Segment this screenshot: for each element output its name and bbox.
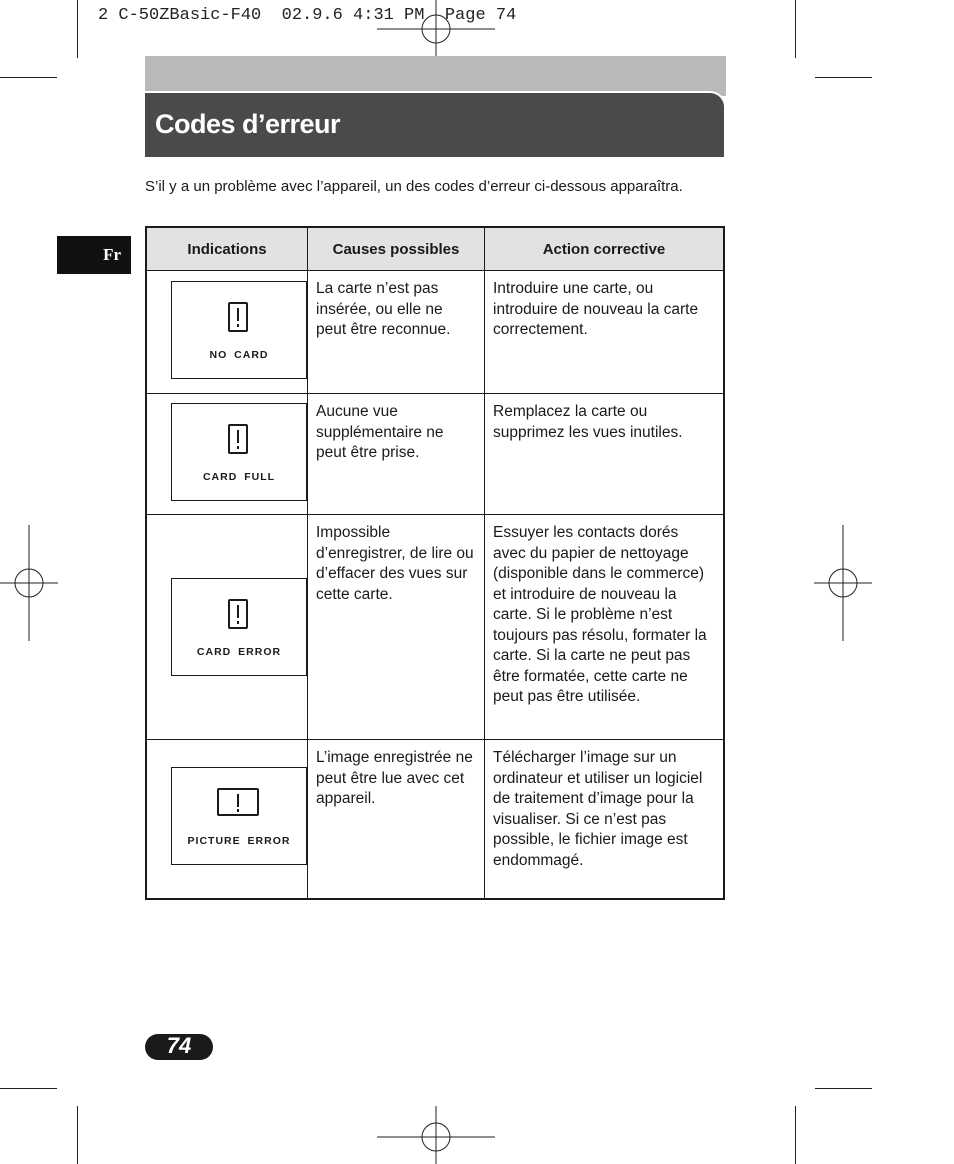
lcd-message: PICTURE ERROR — [187, 835, 291, 847]
table-row — [146, 271, 724, 394]
cause-cell: Aucune vue supplémentaire ne peut être prise. — [308, 394, 485, 515]
page-number: 74 — [166, 1033, 192, 1058]
indication-cell — [146, 394, 308, 515]
language-label: Fr — [103, 245, 121, 264]
action-cell: Télécharger l’image sur un ordinateur et utiliser un logiciel de traitement d’image pour la visualiser. Si ce n’est pas possible, le fichier image est endommagé. — [485, 740, 725, 899]
warning-icon — [228, 424, 248, 454]
warning-icon — [228, 302, 248, 332]
cause-cell: La carte n’est pas insérée, ou elle ne peut être reconnue. — [308, 271, 485, 394]
error-codes-table — [145, 226, 725, 900]
crop-mark — [815, 1088, 872, 1089]
crop-mark — [0, 77, 57, 78]
indication-cell — [146, 740, 308, 899]
page-number-badge — [145, 1034, 213, 1060]
lcd-display — [171, 403, 307, 501]
action-cell: Remplacez la carte ou supprimez les vues inutiles. — [485, 394, 725, 515]
crop-mark — [795, 1106, 796, 1164]
crop-mark — [795, 0, 796, 58]
table-row — [146, 740, 724, 899]
table-row — [146, 394, 724, 515]
table-header-row — [146, 227, 724, 271]
lcd-message: NO CARD — [209, 349, 269, 361]
table-row — [146, 515, 724, 740]
lcd-message: CARD ERROR — [196, 646, 282, 658]
crop-mark — [77, 1106, 78, 1164]
cause-cell: L’image enregistrée ne peut être lue avec cet appareil. — [308, 740, 485, 899]
registration-mark-left — [0, 525, 58, 641]
header-indications: Indications — [146, 227, 308, 271]
title-bar — [145, 91, 726, 157]
lcd-display — [171, 767, 307, 865]
header-causes: Causes possibles — [308, 227, 485, 271]
language-tab — [57, 236, 131, 274]
indication-cell — [146, 515, 308, 740]
registration-mark-bottom — [377, 1106, 495, 1164]
crop-mark — [0, 1088, 57, 1089]
lcd-display — [171, 578, 307, 676]
registration-mark-right — [814, 525, 872, 641]
crop-mark — [77, 0, 78, 58]
warning-icon — [228, 599, 248, 629]
action-cell: Essuyer les contacts dorés avec du papier de nettoyage (disponible dans le commerce) et introduire de nouveau la carte. Si le problème n’est toujours pas résolu, formater la carte. Si la carte ne peut pas être formatée, cette carte ne peut pas être utilisée. — [485, 515, 725, 740]
lcd-message: CARD FULL — [202, 471, 276, 483]
page-title: Codes d’erreur — [155, 109, 341, 139]
crop-mark — [815, 77, 872, 78]
header-action: Action corrective — [485, 227, 725, 271]
print-header: 2 C-50ZBasic-F40 02.9.6 4:31 PM Page 74 — [98, 6, 517, 25]
lcd-display — [171, 281, 307, 379]
cause-cell: Impossible d’enregistrer, de lire ou d’effacer des vues sur cette carte. — [308, 515, 485, 740]
action-cell: Introduire une carte, ou introduire de nouveau la carte correctement. — [485, 271, 725, 394]
title-band — [145, 56, 726, 96]
intro-text: S’il y a un problème avec l’appareil, un des codes d’erreur ci-dessous apparaîtra. — [145, 178, 683, 195]
warning-icon — [217, 788, 259, 816]
indication-cell — [146, 271, 308, 394]
